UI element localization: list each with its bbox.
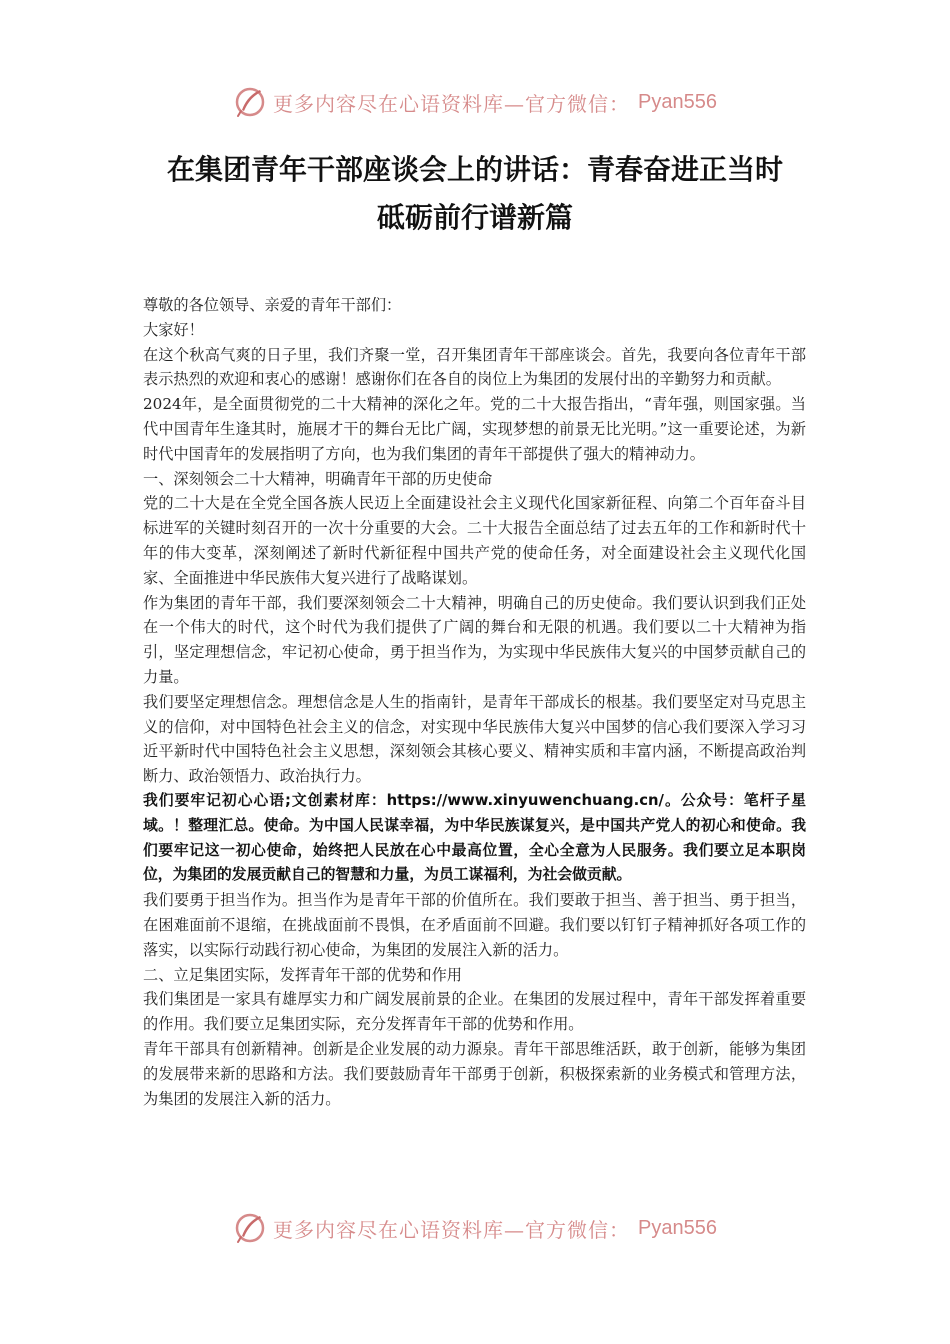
document-title-line2: 砥砺前行谱新篇 [376,201,573,234]
watermark-wechat-id: Pyan556 [638,90,717,113]
paragraph: 党的二十大是在全党全国各族人民迈上全面建设社会主义现代化国家新征程、向第二个百年奋斗目标进军的关键时刻召开的一次十分重要的大会。二十大报告全面总结了过去五年的工作和新时代十年的伟大变革，深刻阐述了新时代新征程中国共产党的使命任务，对全面建设社会主义现代化国家、全面推进中华民族伟大复兴进行了战略谋划。 [143,494,806,587]
feather-pen-icon [233,1211,267,1245]
paragraph: 我们要坚定理想信念。理想信念是人生的指南针，是青年干部成长的根基。我们要坚定对马克思主义的信仰，对中国特色社会主义的信念，对实现中华民族伟大复兴中国梦的信心我们要深入学习习近平新时代中国特色社会主义思想，深刻领会其核心要义、精神实质和丰富内涵，不断提高政治判断力、政治领悟力、政治执行力。 [143,692,806,786]
paragraph: 作为集团的青年干部，我们要深刻领会二十大精神，明确自己的历史使命。我们要认识到我们正处在一个伟大的时代，这个时代为我们提供了广阔的舞台和无限的机遇。我们要以二十大精神为指引，坚定理想信念，牢记初心使命，勇于担当作为，为实现中华民族伟大复兴的中国梦贡献自己的力量。 [143,593,806,686]
paragraph: 我们集团是一家具有雄厚实力和广阔发展前景的企业。在集团的发展过程中，青年干部发挥着重要的作用。我们要立足集团实际，充分发挥青年干部的优势和作用。 [143,990,806,1034]
document-title-line1: 在集团青年干部座谈会上的讲话：青春奋进正当时 [166,153,783,186]
greeting: 大家好！ [143,320,204,339]
paragraph-bold: 我们要牢记初心心语;文创素材库：https://www.xinyuwenchuang.cn/。公众号：笔杆子星域。！整理汇总。使命。为中国人民谋幸福，为中华民族谋复兴，是中国共产党人的初心和使命。我们要牢记这一初心使命，始终把人民放在心中最高位置，全心全意为人民服务。我们要立足本职岗位，为集团的发展贡献自己的智慧和力量，为员工谋福利，为社会做贡献。 [143,791,806,884]
paragraph: 青年干部具有创新精神。创新是企业发展的动力源泉。青年干部思维活跃，敢于创新，能够为集团的发展带来新的思路和方法。我们要鼓励青年干部勇于创新，积极探索新的业务模式和管理方法，为集团的发展注入新的活力。 [143,1039,806,1108]
paragraph: 我们要勇于担当作为。担当作为是青年干部的价值所在。我们要敢于担当、善于担当、勇于担当，在困难面前不退缩，在挑战面前不畏惧，在矛盾面前不回避。我们要以钉钉子精神抓好各项工作的落实，以实际行动践行初心使命，为集团的发展注入新的活力。 [143,891,806,959]
salutation: 尊敬的各位领导、亲爱的青年干部们： [143,296,402,314]
watermark-text: 更多内容尽在心语资料库—官方微信： [273,91,631,116]
watermark-text: 更多内容尽在心语资料库—官方微信： [273,1217,631,1242]
watermark-wechat-id: Pyan556 [638,1216,717,1239]
section-heading: 二、立足集团实际，发挥青年干部的优势和作用 [143,965,462,984]
paragraph: 在这个秋高气爽的日子里，我们齐聚一堂，召开集团青年干部座谈会。首先，我要向各位青年干部表示热烈的欢迎和衷心的感谢！感谢你们在各自的岗位上为集团的发展付出的辛勤努力和贡献。 [143,345,806,389]
footer-watermark [0,1206,950,1250]
document-body [143,293,806,1111]
header-watermark [0,80,950,124]
section-heading: 一、深刻领会二十大精神，明确青年干部的历史使命 [143,469,493,488]
feather-pen-icon [233,85,267,119]
paragraph: 2024年，是全面贯彻党的二十大精神的深化之年。党的二十大报告指出，“青年强，则国家强。当代中国青年生逢其时，施展才干的舞台无比广阔，实现梦想的前景无比光明。”这一重要论述，为新时代中国青年的发展指明了方向，也为我们集团的青年干部提供了强大的精神动力。 [143,395,806,463]
